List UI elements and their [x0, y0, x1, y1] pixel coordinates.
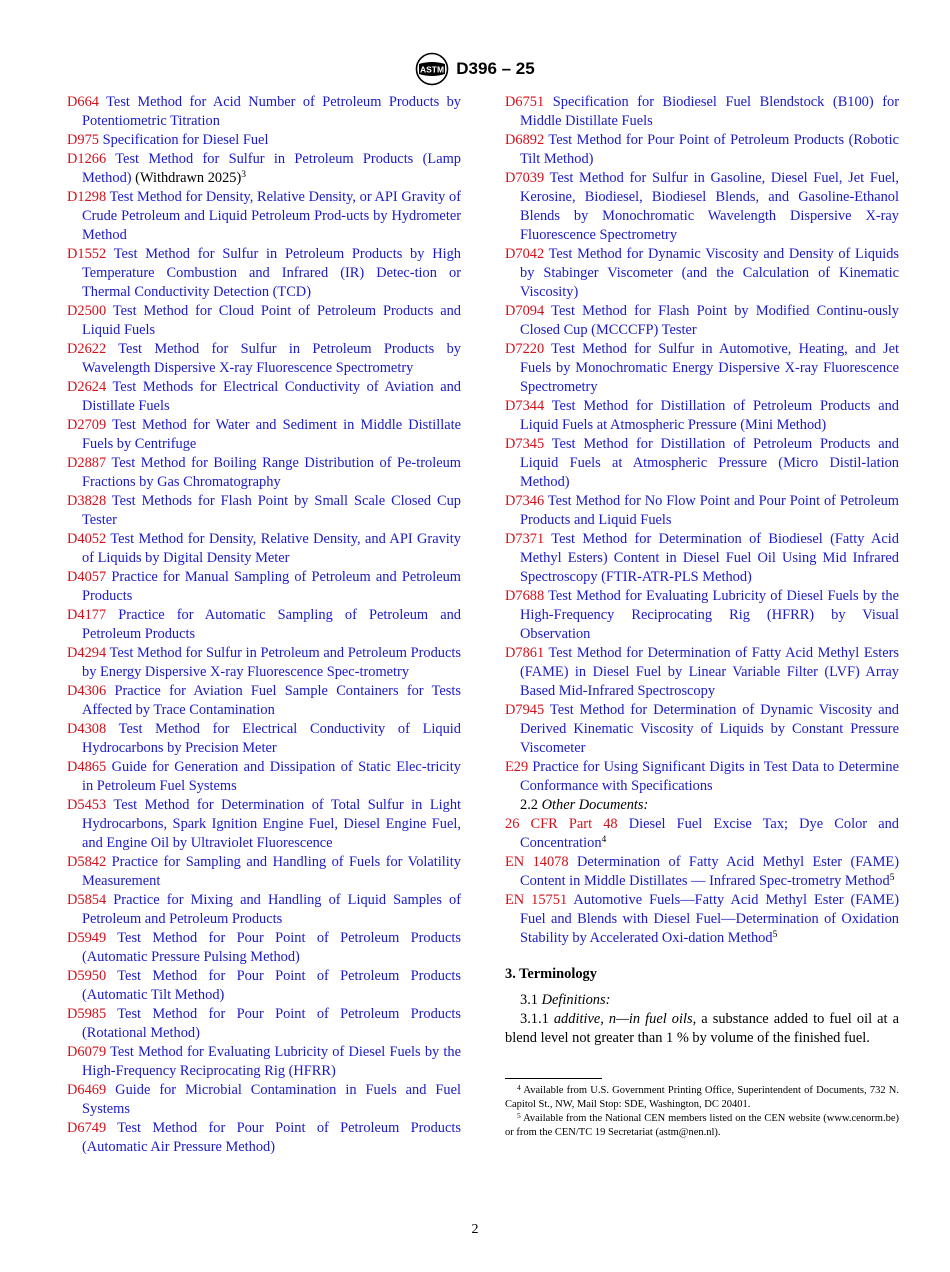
reference-code-link[interactable]: D2709 [67, 417, 107, 433]
reference-entry [505, 131, 899, 169]
definition-number: 3.1.1 [520, 1011, 549, 1027]
reference-title-link[interactable]: Test Method for Evaluating Lubricity of Diesel Fuels by the High-Frequency Reciprocating Rig (HFRR) by Visual Observation [520, 588, 899, 642]
reference-entry [505, 701, 899, 758]
reference-code-link[interactable]: D6469 [67, 1082, 107, 1098]
reference-code-link[interactable]: D2622 [67, 341, 107, 357]
reference-title-link[interactable]: Diesel Fuel Excise Tax; Dye Color and Concentration [520, 816, 899, 851]
reference-title-link[interactable]: Test Method for Pour Point of Petroleum Products (Automatic Pressure Pulsing Method) [82, 930, 461, 965]
reference-entry [505, 492, 899, 530]
reference-code-link[interactable]: D1298 [67, 189, 107, 205]
reference-title-link[interactable]: Test Method for Determination of Biodiesel (Fatty Acid Methyl Esters) Content in Diesel Fuel Oil Using Mid Infrared Spectroscopy (FTIR-ATR-PLS Method) [520, 531, 899, 585]
reference-code-link[interactable]: D7039 [505, 170, 545, 186]
reference-entry [67, 796, 461, 853]
reference-title-link[interactable]: Test Method for Pour Point of Petroleum Products (Automatic Air Pressure Method) [82, 1120, 461, 1155]
reference-entry [67, 245, 461, 302]
reference-code-link[interactable]: D2624 [67, 379, 107, 395]
definition-paragraph [505, 1010, 899, 1048]
reference-title-link[interactable]: Test Method for Boiling Range Distribution of Pe-troleum Fractions by Gas Chromatography [82, 455, 461, 490]
svg-text:ASTM: ASTM [420, 64, 445, 75]
subsection-heading [505, 796, 899, 815]
definitions-heading [505, 991, 899, 1010]
footnotes [505, 1084, 899, 1140]
reference-title-link[interactable]: Guide for Microbial Contamination in Fuels and Fuel Systems [82, 1082, 461, 1117]
reference-entry [67, 492, 461, 530]
reference-title-link[interactable]: Test Method for Electrical Conductivity of Liquid Hydrocarbons by Precision Meter [82, 721, 462, 756]
left-column [67, 93, 461, 1157]
reference-title-link[interactable]: Practice for Automatic Sampling of Petroleum and Petroleum Products [82, 607, 461, 642]
reference-entry [505, 435, 899, 492]
reference-code-link[interactable]: D4865 [67, 759, 107, 775]
reference-title-link[interactable]: Test Method for Sulfur in Petroleum Products by High Temperature Combustion and Infrared (IR) Detec-tion or Thermal Conductivity Detection (TCD) [82, 246, 461, 300]
reference-entry [67, 891, 461, 929]
reference-code-link[interactable]: D4308 [67, 721, 107, 737]
reference-title-link[interactable]: Practice for Aviation Fuel Sample Containers for Tests Affected by Trace Contamination [82, 683, 461, 718]
reference-title-link[interactable]: Test Method for Water and Sediment in Middle Distillate Fuels by Centrifuge [82, 417, 461, 452]
footnote-mark: 4 [517, 1083, 521, 1092]
footnote [505, 1084, 899, 1112]
page-header [0, 52, 950, 86]
reference-code-link[interactable]: 26 CFR Part 48 [505, 816, 618, 832]
reference-title-link[interactable]: Test Method for Determination of Fatty Acid Methyl Esters (FAME) in Diesel Fuel by Linear Variable Filter (LVF) Array Based Mid-Infrared Spectroscopy [520, 645, 899, 699]
reference-code-link[interactable]: D664 [67, 94, 99, 110]
reference-entry [505, 169, 899, 245]
footnote-marker: 5 [772, 930, 778, 940]
reference-code-link[interactable]: D2500 [67, 303, 107, 319]
reference-entry [67, 644, 461, 682]
reference-code-link[interactable]: D7094 [505, 303, 545, 319]
reference-title-link[interactable]: Test Method for Determination of Dynamic Viscosity and Derived Kinematic Viscosity of Liquids by Constant Pressure Viscometer [520, 702, 900, 756]
reference-entry [67, 302, 461, 340]
footnote [505, 1112, 899, 1140]
right-column [505, 93, 899, 1140]
reference-entry [67, 929, 461, 967]
reference-entry [67, 1081, 461, 1119]
reference-code-link[interactable]: D4052 [67, 531, 107, 547]
reference-title-link[interactable]: Test Method for Sulfur in Petroleum Products (Lamp Method) [82, 151, 461, 186]
footnote-marker: 4 [601, 835, 607, 845]
reference-title-link[interactable]: Test Method for Determination of Total Sulfur in Light Hydrocarbons, Spark Ignition Engine Fuel, Diesel Engine Fuel, and Engine Oil by Ultraviolet Fluorescence [82, 797, 462, 851]
definitions-number: 3.1 [520, 992, 538, 1008]
reference-entry [505, 397, 899, 435]
reference-title-link[interactable]: Test Method for Sulfur in Gasoline, Diesel Fuel, Jet Fuel, Kerosine, Biodiesel, Biodiesel Blends, and Gasoline-Ethanol Blends by Monochromatic Wavelength Dispersive X-ray Fluorescence Spectrometry [520, 170, 900, 243]
reference-code-link[interactable]: D7345 [505, 436, 545, 452]
referenced-standards-continued [505, 93, 899, 796]
footnote-rule [505, 1078, 602, 1079]
reference-entry [67, 967, 461, 1005]
reference-title-link[interactable]: Test Method for Cloud Point of Petroleum Products and Liquid Fuels [82, 303, 461, 338]
reference-code-link[interactable]: D5453 [67, 797, 107, 813]
reference-code-link[interactable]: D4177 [67, 607, 107, 623]
reference-title-link[interactable]: Test Methods for Electrical Conductivity of Aviation and Distillate Fuels [82, 379, 462, 414]
reference-entry [505, 530, 899, 587]
reference-entry [505, 758, 899, 796]
subsection-number: 2.2 [520, 797, 538, 813]
reference-title-link[interactable]: Test Method for Pour Point of Petroleum Products (Robotic Tilt Method) [520, 132, 899, 167]
reference-code-link[interactable]: D7371 [505, 531, 545, 547]
astm-logo-icon [415, 52, 449, 86]
reference-entry [67, 131, 461, 150]
definition-text: a substance added to fuel oil at a blend level not greater than 1 % by volume of the finished fuel. [505, 1011, 899, 1046]
reference-title-link[interactable]: Test Method for Dynamic Viscosity and Density of Liquids by Stabinger Viscometer (and the Calculation of Kinematic Viscosity) [520, 246, 899, 300]
reference-code-link[interactable]: E29 [505, 759, 529, 775]
reference-entry [505, 587, 899, 644]
reference-title-link[interactable]: Test Method for Sulfur in Petroleum and Petroleum Products by Energy Dispersive X-ray Fluorescence Spec-trometry [82, 645, 461, 680]
reference-code-link[interactable]: D6892 [505, 132, 545, 148]
reference-title-link[interactable]: Test Method for Distillation of Petroleum Products and Liquid Fuels at Atmospheric Pressure (Micro Distil-lation Method) [520, 436, 899, 490]
footnote-text: Available from the National CEN members listed on the CEN website (www.cenorm.be) or from the CEN/TC 19 Secretariat (astm@nen.nl). [505, 1113, 899, 1138]
reference-code-link[interactable]: EN 15751 [505, 892, 568, 908]
reference-title-link[interactable]: Practice for Sampling and Handling of Fuels for Volatility Measurement [82, 854, 461, 889]
reference-entry [67, 416, 461, 454]
reference-code-link[interactable]: D3828 [67, 493, 107, 509]
reference-note: (Withdrawn 2025) [131, 170, 242, 186]
reference-code-link[interactable]: D6751 [505, 94, 545, 110]
definitions-label: Definitions: [541, 992, 611, 1008]
reference-title-link[interactable]: Practice for Mixing and Handling of Liquid Samples of Petroleum and Petroleum Products [82, 892, 461, 927]
reference-entry [505, 93, 899, 131]
reference-entry [67, 93, 461, 131]
reference-entry [67, 853, 461, 891]
reference-entry [67, 568, 461, 606]
reference-entry [67, 758, 461, 796]
reference-entry [67, 340, 461, 378]
subsection-title: Other Documents: [541, 797, 649, 813]
footnote-marker: 5 [889, 873, 895, 883]
reference-code-link[interactable]: D4057 [67, 569, 107, 585]
reference-title-link[interactable]: Test Method for Acid Number of Petroleum Products by Potentiometric Titration [82, 94, 461, 129]
section-heading: 3. Terminology [505, 966, 597, 982]
reference-entry [505, 891, 899, 948]
reference-entry [67, 682, 461, 720]
reference-entry [505, 340, 899, 397]
reference-title-link[interactable]: Test Methods for Flash Point by Small Scale Closed Cup Tester [82, 493, 461, 528]
footnote-text: Available from U.S. Government Printing Office, Superintendent of Documents, 732 N. Capitol St., NW, Mail Stop: SDE, Washington, DC 20401. [505, 1085, 899, 1110]
reference-code-link[interactable]: D1266 [67, 151, 107, 167]
document-id: D396 – 25 [456, 59, 535, 78]
reference-code-link[interactable]: D5842 [67, 854, 107, 870]
reference-entry [67, 606, 461, 644]
reference-title-link[interactable]: Guide for Generation and Dissipation of Static Elec-tricity in Petroleum Fuel Systems [82, 759, 461, 794]
reference-code-link[interactable]: D4294 [67, 645, 107, 661]
reference-entry [67, 378, 461, 416]
reference-title-link[interactable]: Test Method for Density, Relative Density, and API Gravity of Liquids by Digital Density Meter [82, 531, 461, 566]
reference-entry [67, 1119, 461, 1157]
reference-code-link[interactable]: D7861 [505, 645, 545, 661]
reference-code-link[interactable]: D5854 [67, 892, 107, 908]
reference-title-link[interactable]: Test Method for Sulfur in Automotive, Heating, and Jet Fuels by Monochromatic Energy Dispersive X-ray Fluorescence Spectrometry [520, 341, 899, 395]
page-number: 2 [471, 1222, 479, 1237]
reference-code-link[interactable]: D7220 [505, 341, 545, 357]
reference-code-link[interactable]: EN 14078 [505, 854, 569, 870]
reference-entry [505, 644, 899, 701]
reference-code-link[interactable]: D7346 [505, 493, 545, 509]
definition-term: additive, n—in fuel oils, [553, 1011, 697, 1027]
footnote-marker: 3 [241, 170, 247, 180]
reference-code-link[interactable]: D5985 [67, 1006, 107, 1022]
reference-title-link[interactable]: Test Method for Density, Relative Density, or API Gravity of Crude Petroleum and Liquid Petroleum Prod-ucts by Hydrometer Method [82, 189, 461, 243]
reference-title-link[interactable]: Test Method for No Flow Point and Pour Point of Petroleum Products and Liquid Fuels [520, 493, 899, 528]
reference-code-link[interactable]: D5949 [67, 930, 107, 946]
reference-title-link[interactable]: Specification for Diesel Fuel [102, 132, 269, 148]
footnote-mark: 5 [517, 1111, 521, 1120]
reference-entry [505, 245, 899, 302]
reference-code-link[interactable]: D975 [67, 132, 99, 148]
other-documents-list [505, 815, 899, 948]
reference-title-link[interactable]: Test Method for Flash Point by Modified Continu-ously Closed Cup (MCCCFP) Tester [520, 303, 899, 338]
reference-title-link[interactable]: Practice for Manual Sampling of Petroleum and Petroleum Products [82, 569, 461, 604]
reference-code-link[interactable]: D5950 [67, 968, 107, 984]
reference-title-link[interactable]: Test Method for Sulfur in Petroleum Products by Wavelength Dispersive X-ray Fluorescence Spectrometry [82, 341, 461, 376]
reference-code-link[interactable]: D7945 [505, 702, 545, 718]
reference-entry [67, 1043, 461, 1081]
reference-title-link[interactable]: Automotive Fuels—Fatty Acid Methyl Ester (FAME) Fuel and Blends with Diesel Fuel—Determination of Oxidation Stability by Accelerated Oxi-dation Method [520, 892, 899, 946]
reference-entry [67, 530, 461, 568]
reference-code-link[interactable]: D6749 [67, 1120, 107, 1136]
reference-entry [505, 815, 899, 853]
reference-entry [67, 1005, 461, 1043]
reference-title-link[interactable]: Specification for Biodiesel Fuel Blendstock (B100) for Middle Distillate Fuels [520, 94, 899, 129]
reference-entry [67, 150, 461, 188]
reference-entry [67, 188, 461, 245]
reference-title-link[interactable]: Determination of Fatty Acid Methyl Ester (FAME) Content in Middle Distillates — Infrared Spec-trometry Method [520, 854, 899, 889]
reference-code-link[interactable]: D7344 [505, 398, 545, 414]
reference-title-link[interactable]: Test Method for Evaluating Lubricity of Diesel Fuels by the High-Frequency Reciprocating Rig (HFRR) [82, 1044, 461, 1079]
reference-code-link[interactable]: D2887 [67, 455, 107, 471]
reference-code-link[interactable]: D6079 [67, 1044, 107, 1060]
reference-entry [505, 853, 899, 891]
reference-title-link[interactable]: Practice for Using Significant Digits in Test Data to Determine Conformance with Specifications [520, 759, 899, 794]
reference-code-link[interactable]: D4306 [67, 683, 107, 699]
reference-title-link[interactable]: Test Method for Pour Point of Petroleum Products (Automatic Tilt Method) [82, 968, 461, 1003]
reference-entry [505, 302, 899, 340]
reference-code-link[interactable]: D7688 [505, 588, 545, 604]
reference-title-link[interactable]: Test Method for Pour Point of Petroleum Products (Rotational Method) [82, 1006, 461, 1041]
reference-code-link[interactable]: D1552 [67, 246, 107, 262]
reference-entry [67, 454, 461, 492]
reference-code-link[interactable]: D7042 [505, 246, 545, 262]
reference-entry [67, 720, 461, 758]
reference-title-link[interactable]: Test Method for Distillation of Petroleum Products and Liquid Fuels at Atmospheric Pressure (Mini Method) [520, 398, 899, 433]
